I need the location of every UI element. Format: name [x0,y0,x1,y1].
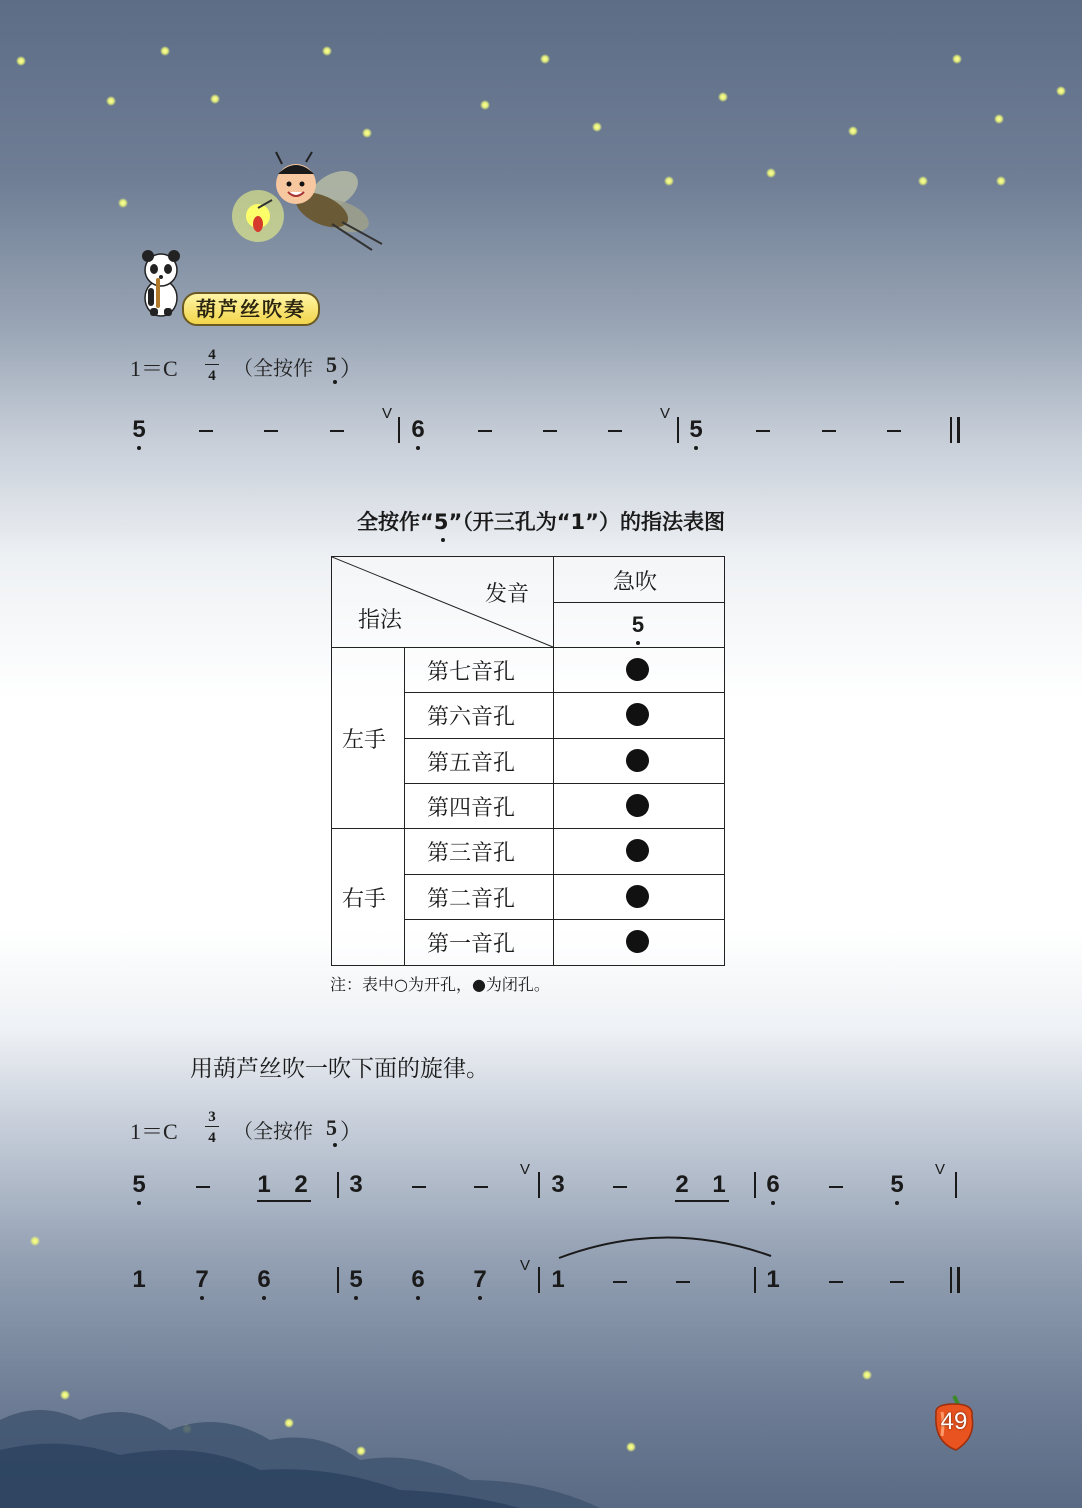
breath-mark: V [520,1257,531,1274]
page-number: 49 [940,1408,968,1435]
note: 5 [888,1173,906,1197]
fingering-digit: 5 [326,1115,340,1141]
closed-hole-icon [626,703,649,726]
closed-hole-icon [626,658,649,681]
fingering-close: ） [340,356,363,381]
note: 5 [130,1173,148,1197]
note: 5 [687,418,705,442]
bush-foliage-illustration [0,1380,700,1508]
hole-label: 第七音孔 [427,660,516,685]
fingering-label: （全按作 [233,1119,313,1143]
closed-hole-icon [626,839,649,862]
note: 1 [766,1266,780,1293]
note: 3 [349,1171,363,1198]
note: 7 [193,1268,211,1292]
header-fingering: 指法 [358,608,403,633]
note: 2 [294,1171,308,1198]
closed-hole-icon [626,794,649,817]
left-hand-label: 左手 [342,728,387,753]
note: 6 [409,1268,427,1292]
closed-hole-icon [626,885,649,908]
note: 3 [551,1171,565,1198]
header-quick-blow: 急吹 [613,570,658,595]
hole-label: 第一音孔 [427,932,516,957]
firefly-mascot-illustration [222,150,392,270]
fingering-table-title: 全按作“5”（开三孔为“1”）的指法表图 [357,510,725,534]
key-label: 1＝C [130,356,178,381]
hole-label: 第六音孔 [427,705,516,730]
section-title: 葫芦丝吹奏 [182,292,320,326]
panda-mascot-icon [136,248,186,318]
note: 1 [712,1171,726,1198]
instruction-text: 用葫芦丝吹一吹下面的旋律。 [190,1056,489,1082]
time-sig-bottom: 4 [208,368,216,384]
note: 5 [130,418,148,442]
closed-hole-icon [626,930,649,953]
hole-label: 第二音孔 [427,887,516,912]
breath-mark: V [935,1161,946,1178]
fingering-label: （全按作 [233,356,313,380]
note: 6 [255,1268,273,1292]
time-sig-bottom: 4 [208,1130,216,1146]
hole-label: 第五音孔 [427,751,516,776]
right-hand-label: 右手 [342,887,387,912]
fingering-digit: 5 [326,352,340,378]
note: 7 [471,1268,489,1292]
breath-mark: V [520,1161,531,1178]
note: 1 [257,1171,271,1198]
breath-mark: V [660,405,671,422]
time-sig-top: 3 [208,1109,216,1125]
fingering-table [331,556,725,966]
note: 5 [347,1268,365,1292]
note: 6 [409,418,427,442]
hole-label: 第三音孔 [427,841,516,866]
header-note: 5 [629,613,647,637]
fingering-close: ） [340,1119,363,1144]
closed-hole-icon [626,749,649,772]
hole-label: 第四音孔 [427,796,516,821]
table-footnote: 注：表中○为开孔，●为闭孔。 [330,975,550,994]
time-sig-top: 4 [208,347,216,363]
note: 1 [132,1266,146,1293]
tie-arc [555,1232,777,1262]
note: 6 [764,1173,782,1197]
note: 1 [551,1266,565,1293]
header-sound: 发音 [485,582,530,607]
breath-mark: V [382,405,393,422]
key-label: 1＝C [130,1119,178,1144]
note: 2 [675,1171,689,1198]
